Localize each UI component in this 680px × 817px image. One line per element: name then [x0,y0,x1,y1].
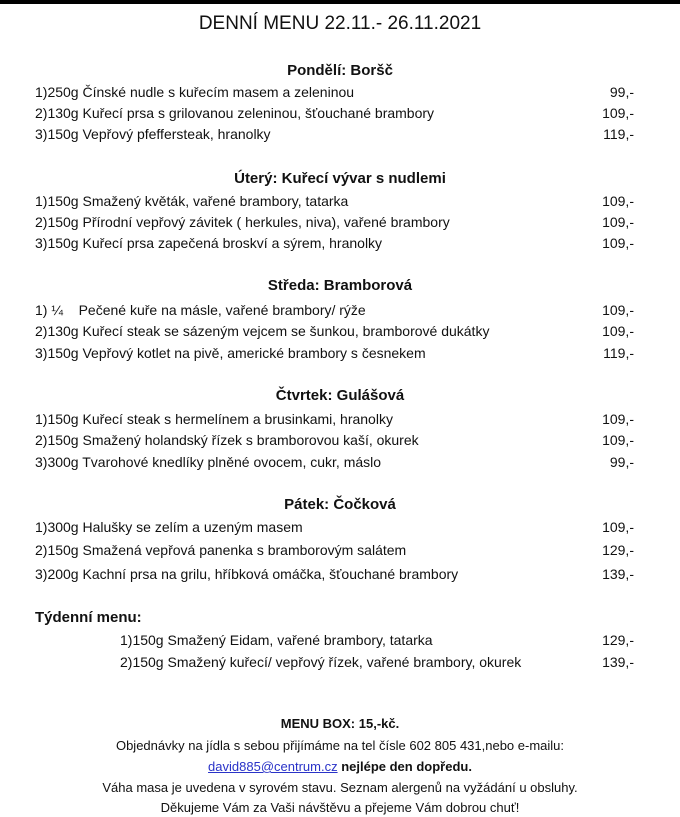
item-text: 1) ¼ Pečené kuře na másle, vařené brambory/ rýže [35,302,366,318]
email-link[interactable]: david885@centrum.cz [208,759,338,774]
item-price: 99,- [609,84,634,100]
top-border-line [0,0,680,4]
item-price: 109,- [602,193,634,209]
item-text: 2)150g Smažený holandský řízek s bramborovou kaší, okurek [35,432,419,448]
menu-item [0,432,680,452]
day-heading-friday: Pátek: Čočková [284,496,396,513]
menu-item [0,411,680,431]
weekly-menu-heading: Týdenní menu: [35,609,142,626]
item-price: 109,- [602,411,634,427]
item-price: 109,- [602,323,634,339]
item-text: 2)130g Kuřecí prsa s grilovanou zeleninou, šťouchané brambory [35,105,435,121]
item-text: 1)150g Smažený květák, vařené brambory, tatarka [35,193,349,209]
menu-item [0,302,680,322]
menu-item [0,193,680,213]
item-text: 3)300g Tvarohové knedlíky plněné ovocem, cukr, máslo [35,454,382,470]
email-line [0,759,680,774]
item-text: 1)250g Čínské nudle s kuřecím masem a zeleninou [35,84,355,100]
menu-item [0,345,680,365]
item-price: 109,- [602,302,634,318]
item-text: 3)150g Kuřecí prsa zapečená broskví a sýrem, hranolky [35,235,383,251]
menu-item [0,235,680,255]
item-price: 99,- [609,454,634,470]
item-price: 109,- [602,105,634,121]
menu-item [0,214,680,234]
item-price: 119,- [603,126,634,142]
menu-item [0,632,680,652]
day-heading-wednesday: Středa: Bramborová [267,277,413,294]
item-price: 129,- [602,632,634,648]
thanks-note: Děkujeme Vám za Vaši návštěvu a přejeme Vám dobrou chuť! [160,800,520,815]
menu-item [0,323,680,343]
item-text: 3)150g Vepřový pfeffersteak, hranolky [35,126,271,142]
menu-item [0,654,680,674]
item-price: 109,- [602,214,634,230]
day-heading-tuesday: Úterý: Kuřecí vývar s nudlemi [234,170,446,187]
item-text: 3)150g Vepřový kotlet na pivě, americké brambory s česnekem [35,345,426,361]
item-text: 3)200g Kachní prsa na grilu, hříbková omáčka, šťouchané brambory [35,566,459,582]
item-price: 139,- [602,654,634,670]
item-text: 1)150g Kuřecí steak s hermelínem a brusinkami, hranolky [35,411,393,427]
orders-line: Objednávky na jídla s sebou přijímáme na tel čísle 602 805 431,nebo e-mailu: [115,738,565,753]
weight-note: Váha masa je uvedena v syrovém stavu. Seznam alergenů na vyžádání u obsluhy. [102,780,578,795]
menu-item [0,126,680,146]
menu-item [0,542,680,562]
item-price: 109,- [602,432,634,448]
menu-item [0,454,680,474]
item-text: 2)150g Přírodní vepřový závitek ( herkules, niva), vařené brambory [35,214,450,230]
item-price: 119,- [603,345,634,361]
item-text: 1)300g Halušky se zelím a uzeným masem [35,519,303,535]
item-text: 1)150g Smažený Eidam, vařené brambory, tatarka [120,632,433,648]
item-price: 129,- [602,542,634,558]
menu-item [0,519,680,539]
item-price: 109,- [602,519,634,535]
day-heading-monday: Pondělí: Boršč [287,62,393,79]
item-price: 109,- [602,235,634,251]
menu-item [0,105,680,125]
menu-box-note: MENU BOX: 15,-kč. [280,716,400,731]
menu-item [0,84,680,104]
item-text: 2)150g Smažená vepřová panenka s bramborovým salátem [35,542,407,558]
menu-title: DENNÍ MENU 22.11.- 26.11.2021 [198,13,482,34]
item-price: 139,- [602,566,634,582]
menu-item [0,566,680,586]
day-heading-thursday: Čtvrtek: Gulášová [275,387,405,404]
item-text: 2)130g Kuřecí steak se sázeným vejcem se šunkou, bramborové dukátky [35,323,490,339]
item-text: 2)150g Smažený kuřecí/ vepřový řízek, vařené brambory, okurek [120,654,522,670]
asap-note: nejlépe den dopředu. [337,759,472,774]
